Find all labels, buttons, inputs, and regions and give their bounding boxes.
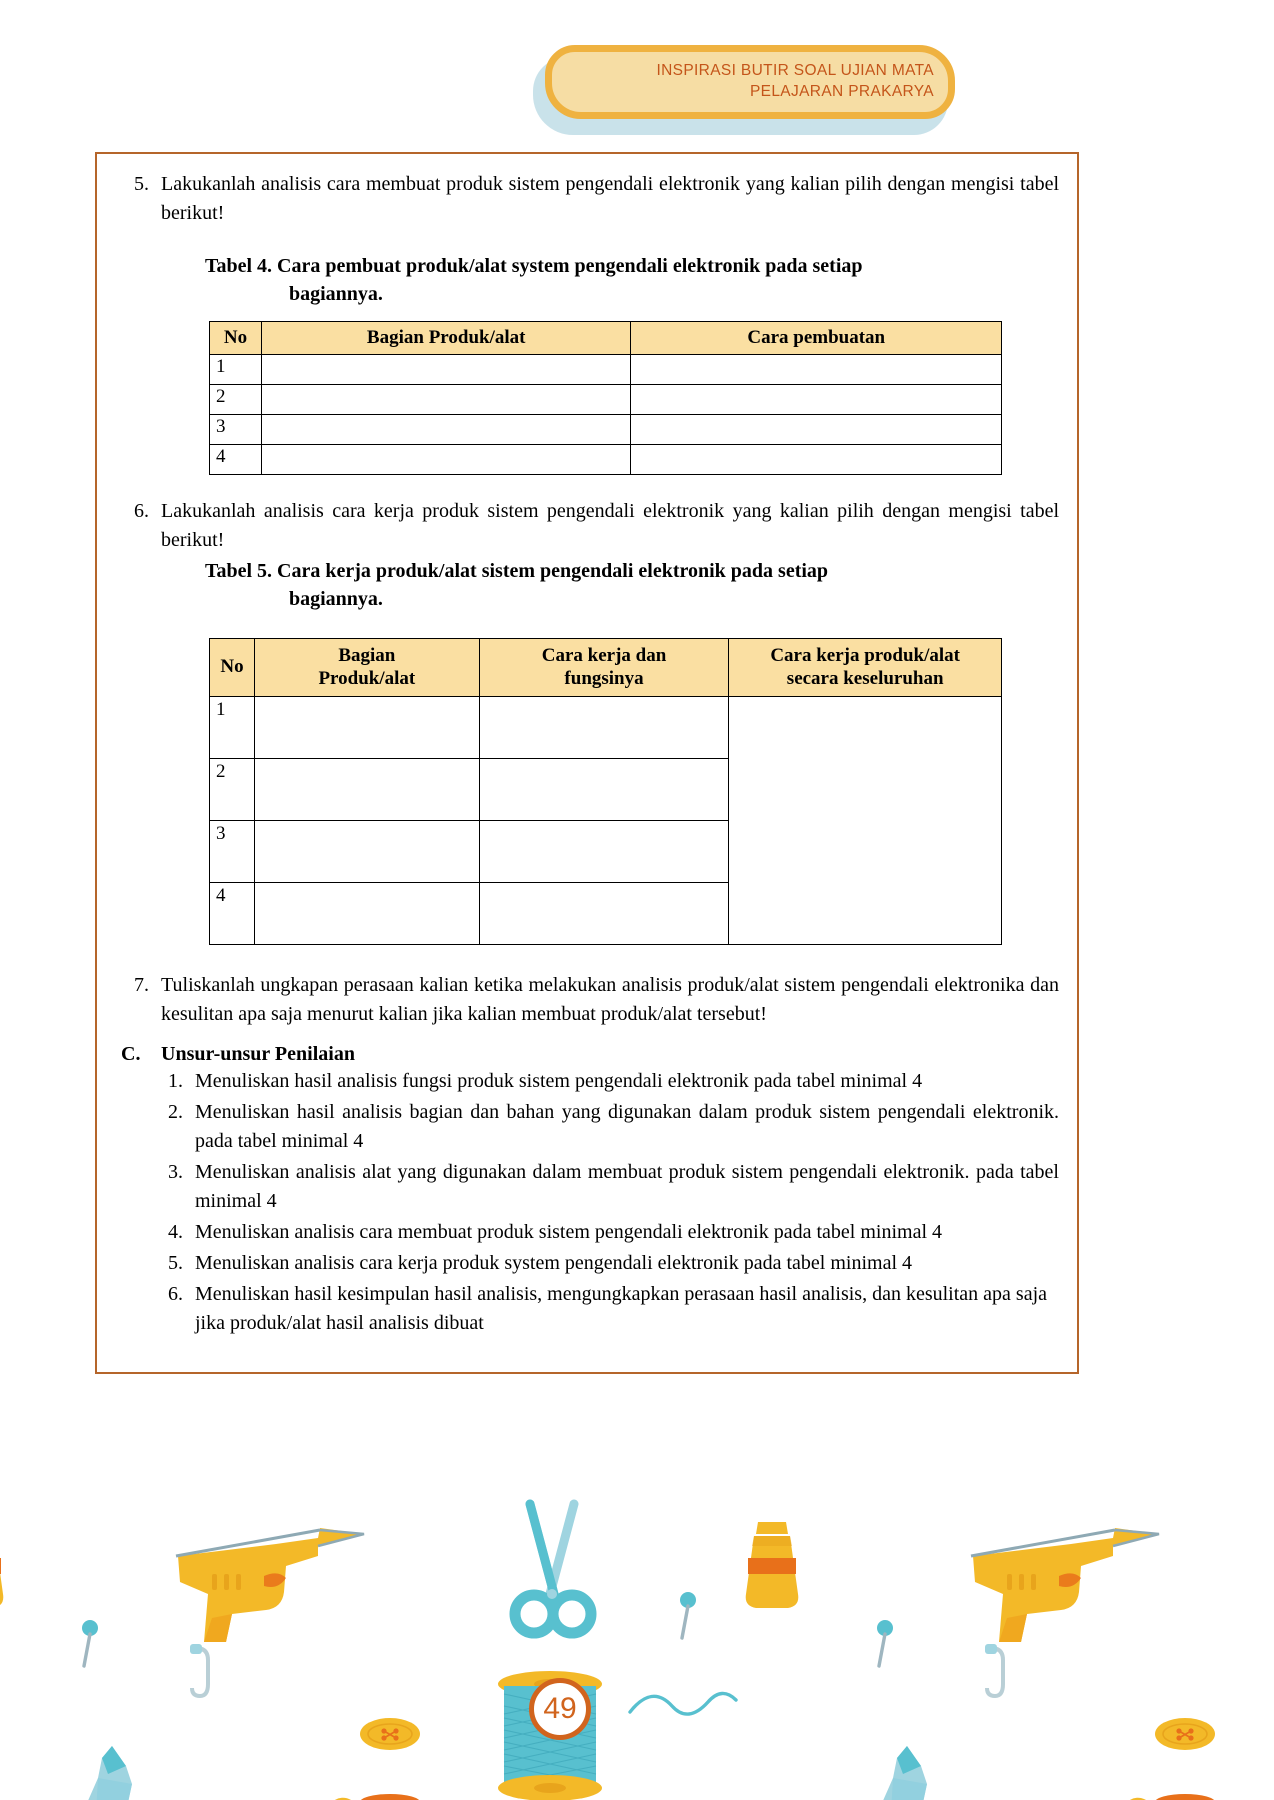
list-item-7 <box>117 971 1059 1029</box>
list-item-5 <box>117 170 1059 228</box>
table-row <box>210 384 1002 414</box>
table5-th-kerja-l1: Cara kerja dan <box>541 644 667 666</box>
list-item <box>117 1280 1059 1338</box>
table-row <box>210 414 1002 444</box>
list-item-6 <box>117 497 1059 555</box>
table-5 <box>209 638 1002 946</box>
table-row <box>210 444 1002 474</box>
table5-th-bagian-l1: Bagian <box>338 644 396 666</box>
table-row <box>210 697 1002 759</box>
thread-spool-icon <box>1155 1794 1215 1800</box>
table4-caption-line2: bagiannya. <box>289 283 383 306</box>
table4-cell-no: 3 <box>210 414 262 444</box>
table5-caption-line1: Tabel 5. Cara kerja produk/alat sistem pengendali elektronik pada setiap <box>205 559 829 582</box>
thread-squiggle-icon <box>630 1693 736 1714</box>
list-item-marker: 1. <box>168 1070 183 1093</box>
craft-tools-pattern <box>0 1392 1274 1800</box>
scissors-icon <box>515 1504 591 1633</box>
table5-cell-no: 4 <box>210 883 255 945</box>
table5-cell-no: 2 <box>210 759 255 821</box>
list-item-text: Menuliskan hasil analisis fungsi produk sistem pengendali elektronik pada tabel minimal 4 <box>195 1070 923 1093</box>
list-item-6-text: Lakukanlah analisis cara kerja produk sistem pengendali elektronik yang kalian pilih dengan mengisi tabel berikut! <box>161 499 1059 551</box>
table4-cell-bagian[interactable] <box>261 444 631 474</box>
section-c-list <box>117 1067 1059 1338</box>
table5-cell-kerja[interactable] <box>479 759 729 821</box>
list-item-5-marker: 5. <box>134 173 149 195</box>
table5-caption <box>205 557 1059 614</box>
table5-cell-bagian[interactable] <box>254 883 479 945</box>
list-item-7-marker: 7. <box>134 974 149 997</box>
list-item <box>117 1067 1059 1096</box>
pin-icon <box>877 1620 893 1666</box>
table4-header-row <box>210 321 1002 354</box>
table5-cell-kerja[interactable] <box>479 883 729 945</box>
button-icon <box>360 1718 420 1750</box>
section-c-letter: C. <box>121 1043 141 1066</box>
table5-cell-bagian[interactable] <box>254 759 479 821</box>
list-item-marker: 5. <box>168 1252 183 1275</box>
list-item-text: Menuliskan analisis cara kerja produk system pengendali elektronik pada tabel minimal 4 <box>195 1252 913 1275</box>
table4-cell-cara[interactable] <box>631 354 1002 384</box>
page-content-frame <box>95 152 1079 1374</box>
list-item <box>117 1158 1059 1216</box>
header-banner <box>545 45 960 127</box>
paint-tube-icon <box>0 1522 3 1608</box>
page-number: 49 <box>543 1692 577 1725</box>
table5-cell-kerja[interactable] <box>479 697 729 759</box>
list-item-5-text: Lakukanlah analisis cara membuat produk sistem pengendali elektronik yang kalian pilih dengan mengisi tabel berikut! <box>161 173 1059 224</box>
table5-th-kerja-l2: fungsinya <box>564 668 644 690</box>
table4-cell-no: 4 <box>210 444 262 474</box>
table5-header-row <box>210 638 1002 697</box>
section-c-heading <box>117 1043 1059 1066</box>
table4-cell-cara[interactable] <box>631 384 1002 414</box>
table4-cell-bagian[interactable] <box>261 414 631 444</box>
list-item-text: Menuliskan analisis alat yang digunakan dalam membuat produk sistem pengendali elektronik. pada tabel minimal 4 <box>195 1161 1059 1213</box>
list-item <box>117 1218 1059 1247</box>
list-item-text: Menuliskan hasil analisis bagian dan bahan yang digunakan dalam produk sistem pengendali elektronik. pada tabel minimal 4 <box>195 1101 1059 1153</box>
table5-cell-kerja[interactable] <box>479 821 729 883</box>
table4-cell-bagian[interactable] <box>261 354 631 384</box>
table5-cell-bagian[interactable] <box>254 697 479 759</box>
table5-th-bagian <box>254 638 479 697</box>
list-item <box>117 1249 1059 1278</box>
table4-cell-no: 2 <box>210 384 262 414</box>
paint-tube-icon <box>746 1522 799 1608</box>
pin-icon <box>680 1592 696 1638</box>
thread-spool-icon <box>360 1794 420 1800</box>
craft-tools-group-2 <box>869 1504 1274 1800</box>
table5-caption-line2: bagiannya. <box>289 588 383 611</box>
table4-cell-cara[interactable] <box>631 444 1002 474</box>
table4-cell-no: 1 <box>210 354 262 384</box>
table5-th-total-l1: Cara kerja produk/alat <box>770 644 960 666</box>
table-4 <box>209 321 1002 475</box>
table5-th-total-l2: secara keseluruhan <box>786 668 944 690</box>
page-number-badge <box>529 1678 591 1740</box>
safety-pin-icon <box>985 1644 1003 1696</box>
list-item-text: Menuliskan hasil kesimpulan hasil analisis, mengungkapkan perasaan hasil analisis, dan kesulitan apa saja jika produk/alat hasil analisis dibuat <box>195 1283 1048 1335</box>
section-c-title: Unsur-unsur Penilaian <box>161 1043 355 1066</box>
list-item-7-text: Tuliskanlah ungkapan perasaan kalian ketika melakukan analisis produk/alat sistem pengendali elektronika dan kesulitan apa saja menurut kalian jika kalian membuat produk/alat tersebut! <box>161 974 1059 1026</box>
table4-th-cara: Cara pembuatan <box>631 321 1002 354</box>
table4-th-no: No <box>210 321 262 354</box>
list-item-6-marker: 6. <box>134 499 149 522</box>
table5-th-no: No <box>210 638 255 697</box>
table4-cell-cara[interactable] <box>631 414 1002 444</box>
glue-bottle-icon <box>74 1746 132 1800</box>
craft-tools-group-1 <box>74 1504 798 1800</box>
list-item-marker: 4. <box>168 1221 183 1244</box>
safety-pin-icon <box>190 1644 208 1696</box>
glue-gun-icon <box>176 1528 364 1642</box>
list-item-marker: 6. <box>168 1283 183 1306</box>
list-item-marker: 2. <box>168 1101 183 1124</box>
table5-cell-no: 3 <box>210 821 255 883</box>
table4-th-bagian: Bagian Produk/alat <box>261 321 631 354</box>
glue-gun-icon <box>971 1528 1159 1642</box>
pin-icon <box>82 1620 98 1666</box>
table4-caption-line1: Tabel 4. Cara pembuat produk/alat system pengendali elektronik pada setiap <box>205 255 863 277</box>
table4-cell-bagian[interactable] <box>261 384 631 414</box>
glue-bottle-icon <box>869 1746 927 1800</box>
craft-tools-group-0 <box>0 1504 3 1800</box>
table4-caption <box>205 252 1059 309</box>
table5-cell-no: 1 <box>210 697 255 759</box>
table5-th-keseluruhan <box>729 638 1002 697</box>
table5-th-cara-kerja <box>479 638 729 697</box>
table5-th-bagian-l2: Produk/alat <box>318 668 416 690</box>
list-item <box>117 1098 1059 1156</box>
button-icon <box>1155 1718 1215 1750</box>
banner-title-line1: INSPIRASI BUTIR SOAL UJIAN MATA <box>656 62 934 80</box>
section-c <box>117 1043 1059 1338</box>
footer-decoration <box>0 1392 1274 1800</box>
table5-cell-bagian[interactable] <box>254 821 479 883</box>
list-item-text: Menuliskan analisis cara membuat produk sistem pengendali elektronik pada tabel minimal 4 <box>195 1221 943 1244</box>
table5-cell-keseluruhan[interactable] <box>729 697 1002 945</box>
table-row <box>210 354 1002 384</box>
banner-title-line2: PELAJARAN PRAKARYA <box>749 83 934 100</box>
banner-body <box>545 45 955 119</box>
list-item-marker: 3. <box>168 1161 183 1184</box>
